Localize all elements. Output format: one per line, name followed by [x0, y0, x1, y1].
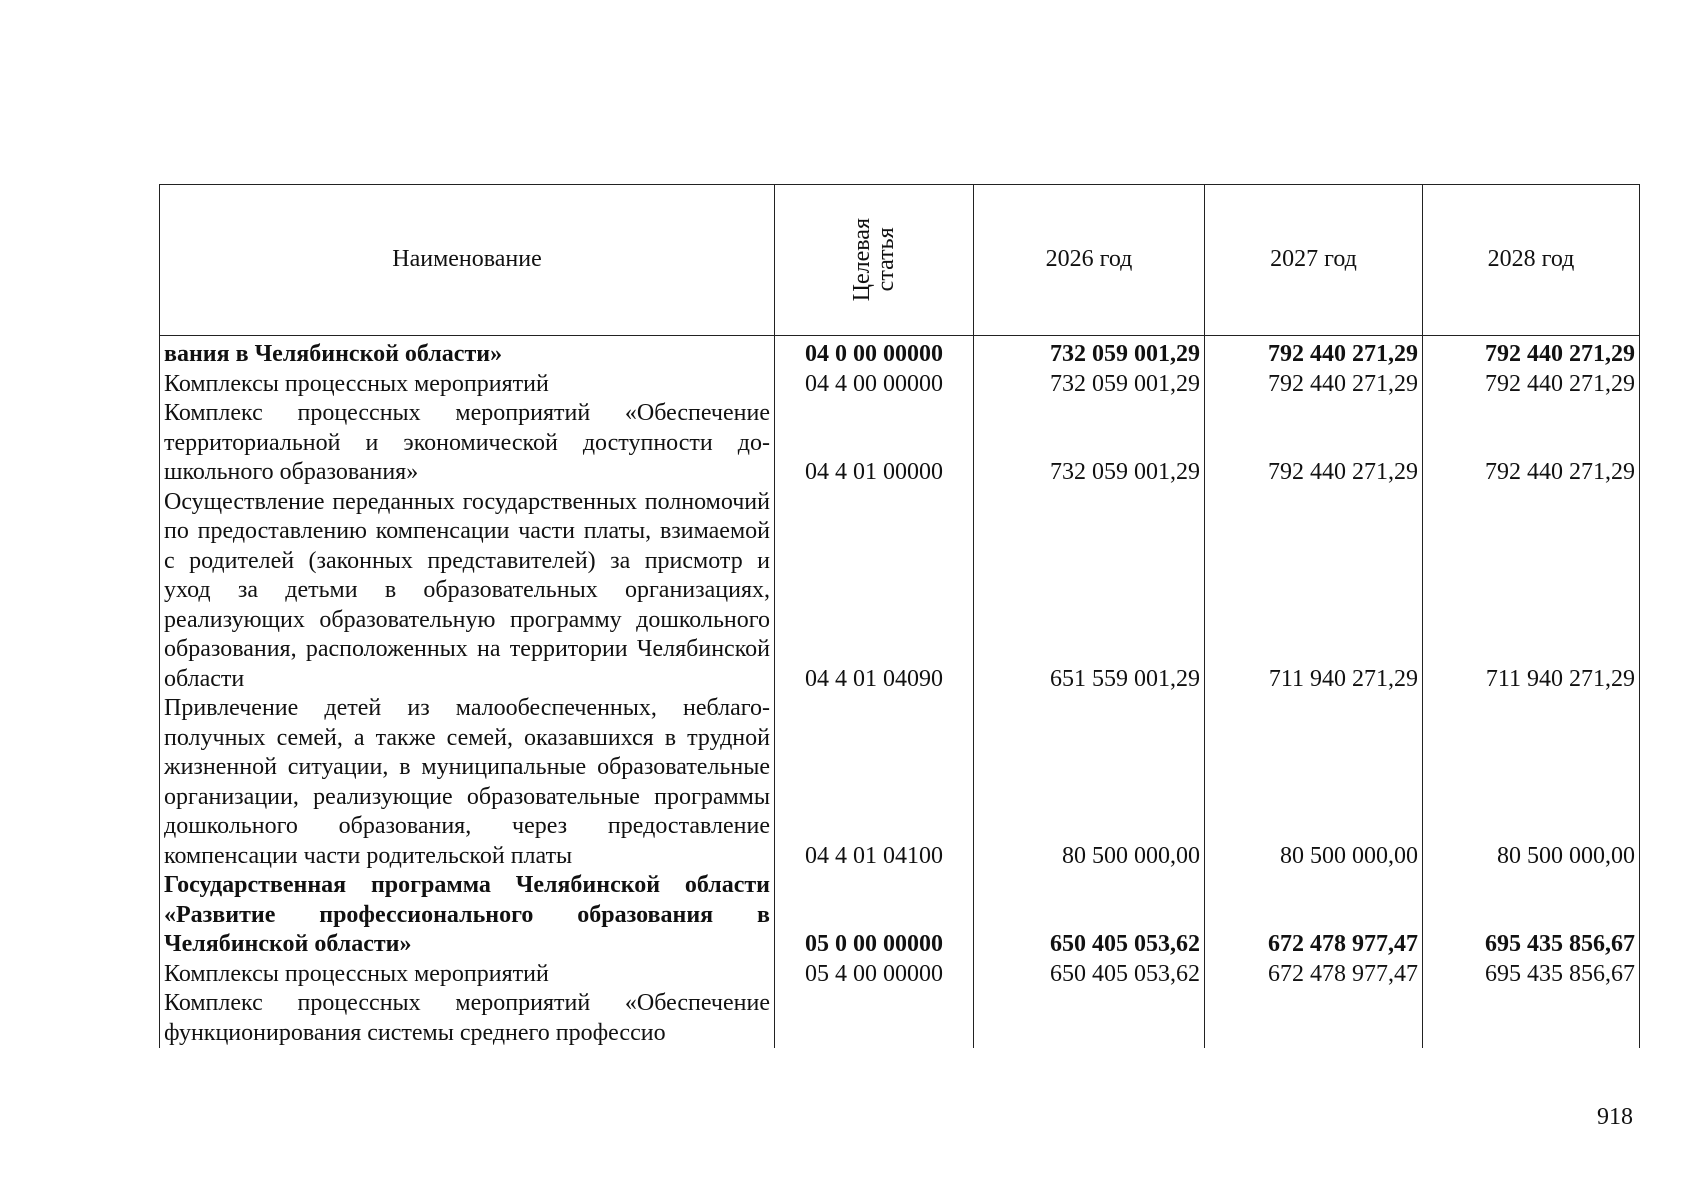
- row-value-2028: 711 940 271,29: [1423, 488, 1640, 695]
- row-name: Комплексы процессных мероприятий: [160, 370, 775, 400]
- table-row: [160, 336, 1640, 370]
- header-year-2027: 2027 год: [1205, 185, 1423, 336]
- row-value-2026: 732 059 001,29: [974, 370, 1205, 400]
- row-code: [775, 989, 974, 1048]
- row-value-2027: 711 940 271,29: [1205, 488, 1423, 695]
- row-value-2026: [974, 989, 1205, 1048]
- row-value-2027: [1205, 989, 1423, 1048]
- header-code-text: [850, 218, 898, 301]
- row-value-2027: 792 440 271,29: [1205, 370, 1423, 400]
- row-value-2027: 80 500 000,00: [1205, 694, 1423, 871]
- row-code: 04 4 01 04090: [775, 488, 974, 695]
- table-row: [160, 399, 1640, 488]
- row-code: 04 4 01 00000: [775, 399, 974, 488]
- page-number: 918: [1597, 1104, 1633, 1130]
- table-row: [160, 989, 1640, 1048]
- row-value-2027: 792 440 271,29: [1205, 336, 1423, 370]
- header-code-wrap: [775, 185, 973, 335]
- row-name: вания в Челябинской области»: [160, 336, 775, 370]
- row-value-2026: 650 405 053,62: [974, 960, 1205, 990]
- row-name: Привлечение детей из малообеспеченных, неблагополучных семей, а также семей, оказавшихся в трудной жизненной ситуации, в муниципальные образовательные организации, реализующие образовательные программы дошкольного образования, через предоставление компенсации части родительской платы: [160, 694, 775, 871]
- header-name: Наименование: [160, 185, 775, 336]
- row-name: Комплекс процессных мероприятий «Обеспечение функционирования системы среднего профессио: [160, 989, 775, 1048]
- row-name: Государственная программа Челябинской области «Развитие профессионального образования в Челябинской области»: [160, 871, 775, 960]
- row-code: 05 0 00 00000: [775, 871, 974, 960]
- row-value-2028: 695 435 856,67: [1423, 871, 1640, 960]
- row-value-2028: 792 440 271,29: [1423, 370, 1640, 400]
- row-value-2028: 792 440 271,29: [1423, 336, 1640, 370]
- header-code-line1: Целевая: [849, 218, 875, 302]
- row-value-2028: 792 440 271,29: [1423, 399, 1640, 488]
- header-code: [775, 185, 974, 336]
- row-value-2027: 672 478 977,47: [1205, 871, 1423, 960]
- row-value-2028: 80 500 000,00: [1423, 694, 1640, 871]
- row-value-2026: 80 500 000,00: [974, 694, 1205, 871]
- row-value-2026: 732 059 001,29: [974, 336, 1205, 370]
- table-row: [160, 694, 1640, 871]
- table-row: [160, 960, 1640, 990]
- row-name: Комплексы процессных мероприятий: [160, 960, 775, 990]
- row-name: Осуществление переданных государственных полномочий по предоставлению компенсации части платы, взимаемой с родителей (законных представителей) за присмотр и уход за детьми в образовательных организациях, реализующих образовательную программу дошкольного образования, расположенных на территории Челябинской области: [160, 488, 775, 695]
- table-row: [160, 370, 1640, 400]
- row-code: 04 0 00 00000: [775, 336, 974, 370]
- table-row: [160, 488, 1640, 695]
- row-value-2027: 792 440 271,29: [1205, 399, 1423, 488]
- table-header-row: [160, 185, 1640, 336]
- row-value-2028: 695 435 856,67: [1423, 960, 1640, 990]
- row-value-2026: 732 059 001,29: [974, 399, 1205, 488]
- row-value-2026: 650 405 053,62: [974, 871, 1205, 960]
- row-code: 04 4 01 04100: [775, 694, 974, 871]
- row-value-2027: 672 478 977,47: [1205, 960, 1423, 990]
- table-body: [160, 336, 1640, 1049]
- budget-table: [159, 184, 1640, 1048]
- row-code: 05 4 00 00000: [775, 960, 974, 990]
- header-year-2028: 2028 год: [1423, 185, 1640, 336]
- row-value-2026: 651 559 001,29: [974, 488, 1205, 695]
- row-name: Комплекс процессных мероприятий «Обеспечение территориальной и экономической доступности дошкольного образования»: [160, 399, 775, 488]
- row-code: 04 4 00 00000: [775, 370, 974, 400]
- header-year-2026: 2026 год: [974, 185, 1205, 336]
- row-value-2028: [1423, 989, 1640, 1048]
- header-code-line2: статья: [873, 228, 899, 292]
- table-row: [160, 871, 1640, 960]
